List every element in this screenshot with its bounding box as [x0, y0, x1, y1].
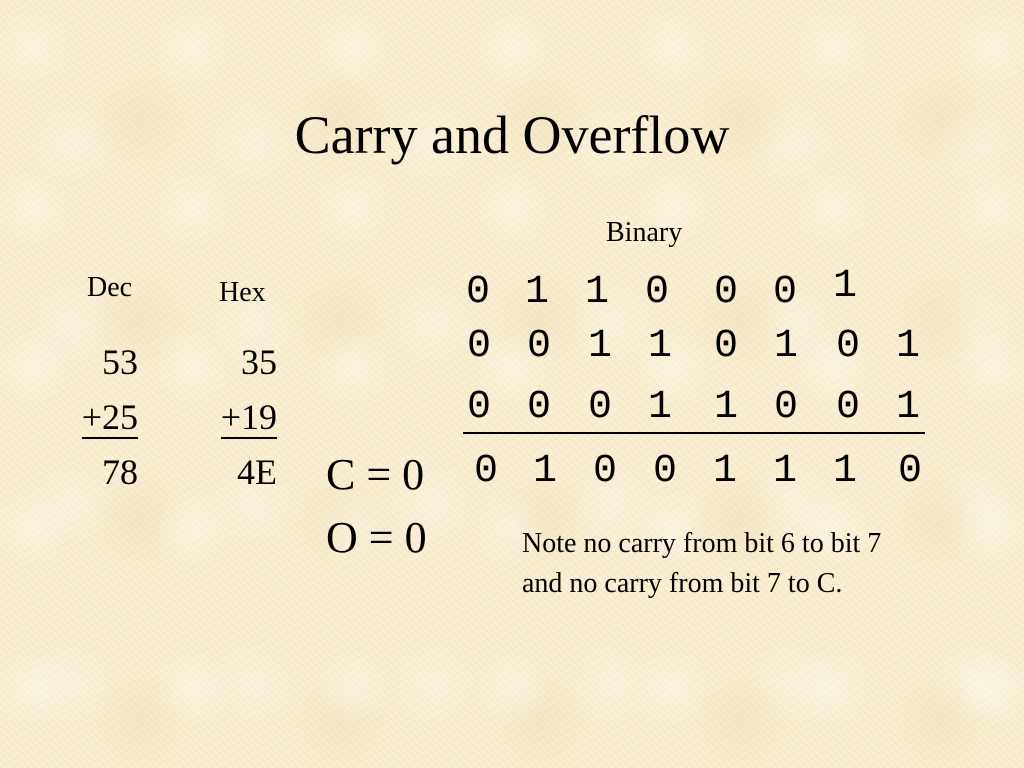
note-line-1: Note no carry from bit 6 to bit 7: [522, 528, 882, 559]
carry-bit: 0: [465, 270, 490, 315]
decimal-operand-b: +25: [81, 397, 138, 437]
result-bit: 0: [897, 449, 922, 494]
operand-a-bit: 0: [835, 324, 860, 369]
result-bit: 0: [652, 449, 677, 494]
operand-b-bit: 1: [895, 385, 920, 430]
sum-divider-line: [463, 432, 925, 434]
carry-bit: 1: [832, 264, 857, 309]
result-bit: 1: [772, 449, 797, 494]
decimal-operand-a: 53: [102, 342, 138, 382]
overflow-flag: O = 0: [326, 513, 427, 562]
result-bit: 0: [592, 449, 617, 494]
operand-a-bit: 1: [587, 324, 612, 369]
operand-b-bit: 0: [773, 385, 798, 430]
dec-column-label: Dec: [87, 272, 133, 303]
result-bit: 1: [712, 449, 737, 494]
note-line-2: and no carry from bit 7 to C.: [522, 568, 843, 599]
carry-bit: 0: [713, 270, 738, 315]
binary-carry-row: [0, 264, 1024, 321]
hex-operand-a: 35: [241, 342, 277, 382]
carry-bit: 1: [524, 270, 549, 315]
result-bit: 1: [832, 449, 857, 494]
binary-column-label: Binary: [606, 217, 683, 248]
binary-operand-a-row: [0, 325, 1024, 375]
operand-b-bit: 0: [587, 385, 612, 430]
slide-title: Carry and Overflow: [294, 105, 730, 165]
result-bit: 1: [532, 449, 557, 494]
result-bit: 0: [473, 449, 498, 494]
decimal-result: 78: [102, 452, 138, 492]
binary-operand-b-row: [0, 386, 1024, 436]
operand-a-bit: 1: [647, 324, 672, 369]
operand-b-bit: 0: [835, 385, 860, 430]
operand-b-bit: 1: [647, 385, 672, 430]
operand-a-bit: 0: [466, 324, 491, 369]
operand-a-bit: 0: [526, 324, 551, 369]
carry-bit: 0: [644, 270, 669, 315]
hex-operand-b: +19: [220, 397, 277, 437]
binary-result-row: [0, 450, 1024, 500]
hex-column-label: Hex: [219, 277, 266, 308]
operand-b-bit: 0: [466, 385, 491, 430]
operand-a-bit: 1: [773, 324, 798, 369]
operand-a-bit: 0: [713, 324, 738, 369]
carry-bit: 0: [772, 270, 797, 315]
operand-a-bit: 1: [895, 324, 920, 369]
carry-flag: C = 0: [326, 450, 425, 499]
operand-b-bit: 1: [713, 385, 738, 430]
carry-bit: 1: [584, 270, 609, 315]
operand-b-bit: 0: [526, 385, 551, 430]
carry-note: [522, 524, 992, 604]
hex-result: 4E: [237, 452, 277, 492]
